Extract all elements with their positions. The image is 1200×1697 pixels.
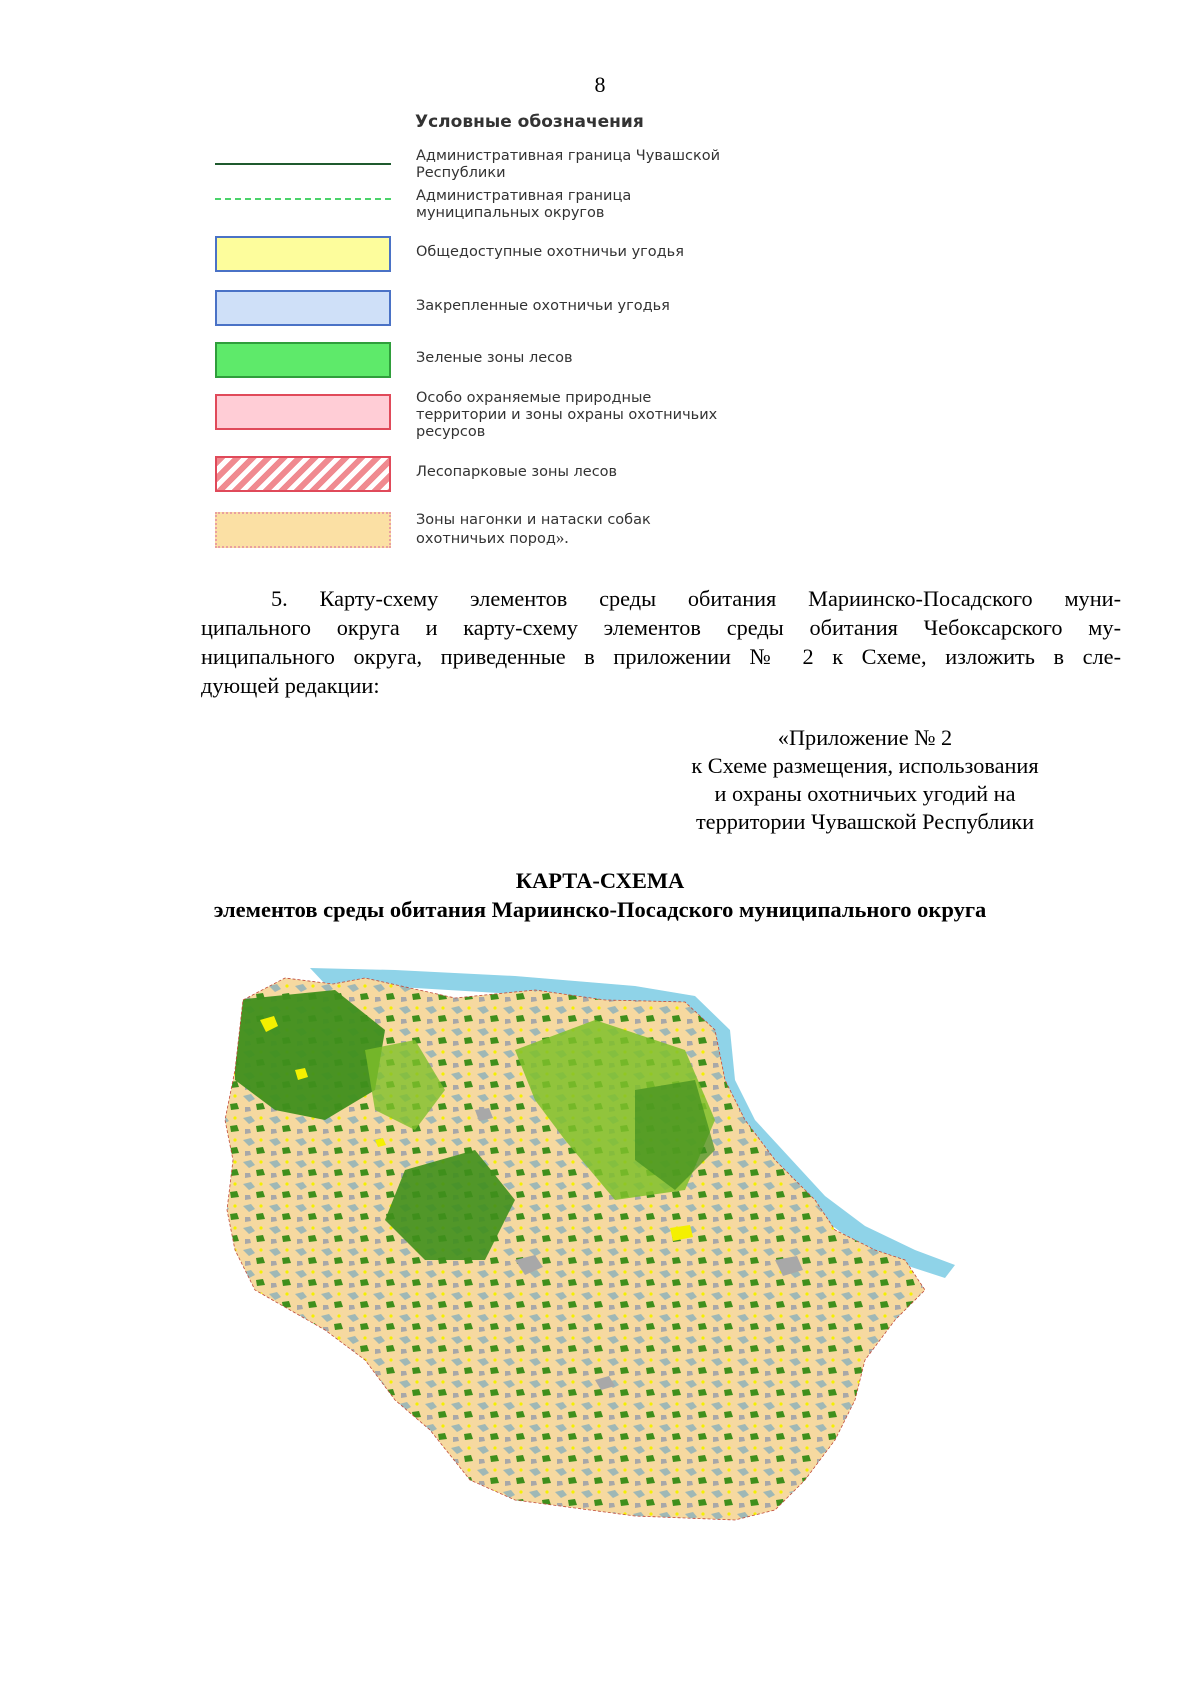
dashed-line-symbol xyxy=(215,198,391,200)
legend-item-municipal-border xyxy=(215,188,845,224)
appendix-line: к Схеме размещения, использования xyxy=(691,753,1039,778)
legend-item-protected-areas xyxy=(215,390,845,450)
map-title-line-2: элементов среды обитания Мариинско-Посадского муниципального округа xyxy=(213,897,987,922)
hatched-box-symbol xyxy=(215,456,391,492)
legend-label: Особо охраняемые природные территории и зоны охраны охотничьих ресурсов xyxy=(416,390,718,440)
appendix-line: «Приложение № 2 xyxy=(777,725,953,750)
appendix-header xyxy=(600,724,1130,836)
district-map xyxy=(215,960,995,1560)
yellow-box-symbol xyxy=(215,236,391,272)
map-title xyxy=(0,866,1200,924)
orange-box-symbol xyxy=(215,512,391,548)
legend-label: Общедоступные охотничьи угодья xyxy=(416,244,684,260)
legend-item-republic-border xyxy=(215,148,845,184)
solid-line-symbol xyxy=(215,163,391,165)
legend-label: Административная граница Чувашской Республики xyxy=(416,148,721,181)
legend-item-dog-training xyxy=(215,512,845,552)
legend-label: Закрепленные охотничьи угодья xyxy=(416,298,670,314)
legend-item-forest-park xyxy=(215,456,845,494)
legend-label: Административная граница муниципальных округов xyxy=(416,188,632,221)
legend-label: Зеленые зоны лесов xyxy=(416,350,573,366)
legend-title: Условные обозначения xyxy=(415,112,644,132)
paragraph-line: 5. Карту-схему элементов среды обитания Мариинско-Посадского муни- xyxy=(271,586,1121,611)
district-map-image xyxy=(215,960,995,1560)
legend-label: Лесопарковые зоны лесов xyxy=(416,464,618,480)
legend-label: Зоны нагонки и натаски собак охотничьих пород». xyxy=(416,512,651,547)
blue-box-symbol xyxy=(215,290,391,326)
appendix-line: территории Чувашской Республики xyxy=(695,809,1035,834)
amendment-paragraph xyxy=(201,584,1121,700)
legend-item-public-hunting xyxy=(215,236,845,274)
paragraph-line: ниципального округа, приведенные в приложении № 2 к Схеме, изложить в сле- xyxy=(201,644,1121,669)
appendix-line: и охраны охотничьих угодий на xyxy=(714,781,1016,806)
page-number: 8 xyxy=(594,72,606,97)
paragraph-line: дующей редакции: xyxy=(201,673,380,698)
legend-item-assigned-hunting xyxy=(215,290,845,328)
green-box-symbol xyxy=(215,342,391,378)
pink-box-symbol xyxy=(215,394,391,430)
paragraph-line: ципального округа и карту-схему элементов среды обитания Чебоксарского му- xyxy=(201,615,1121,640)
legend-item-green-forest xyxy=(215,342,845,380)
map-title-line-1: КАРТА-СХЕМА xyxy=(515,868,685,893)
